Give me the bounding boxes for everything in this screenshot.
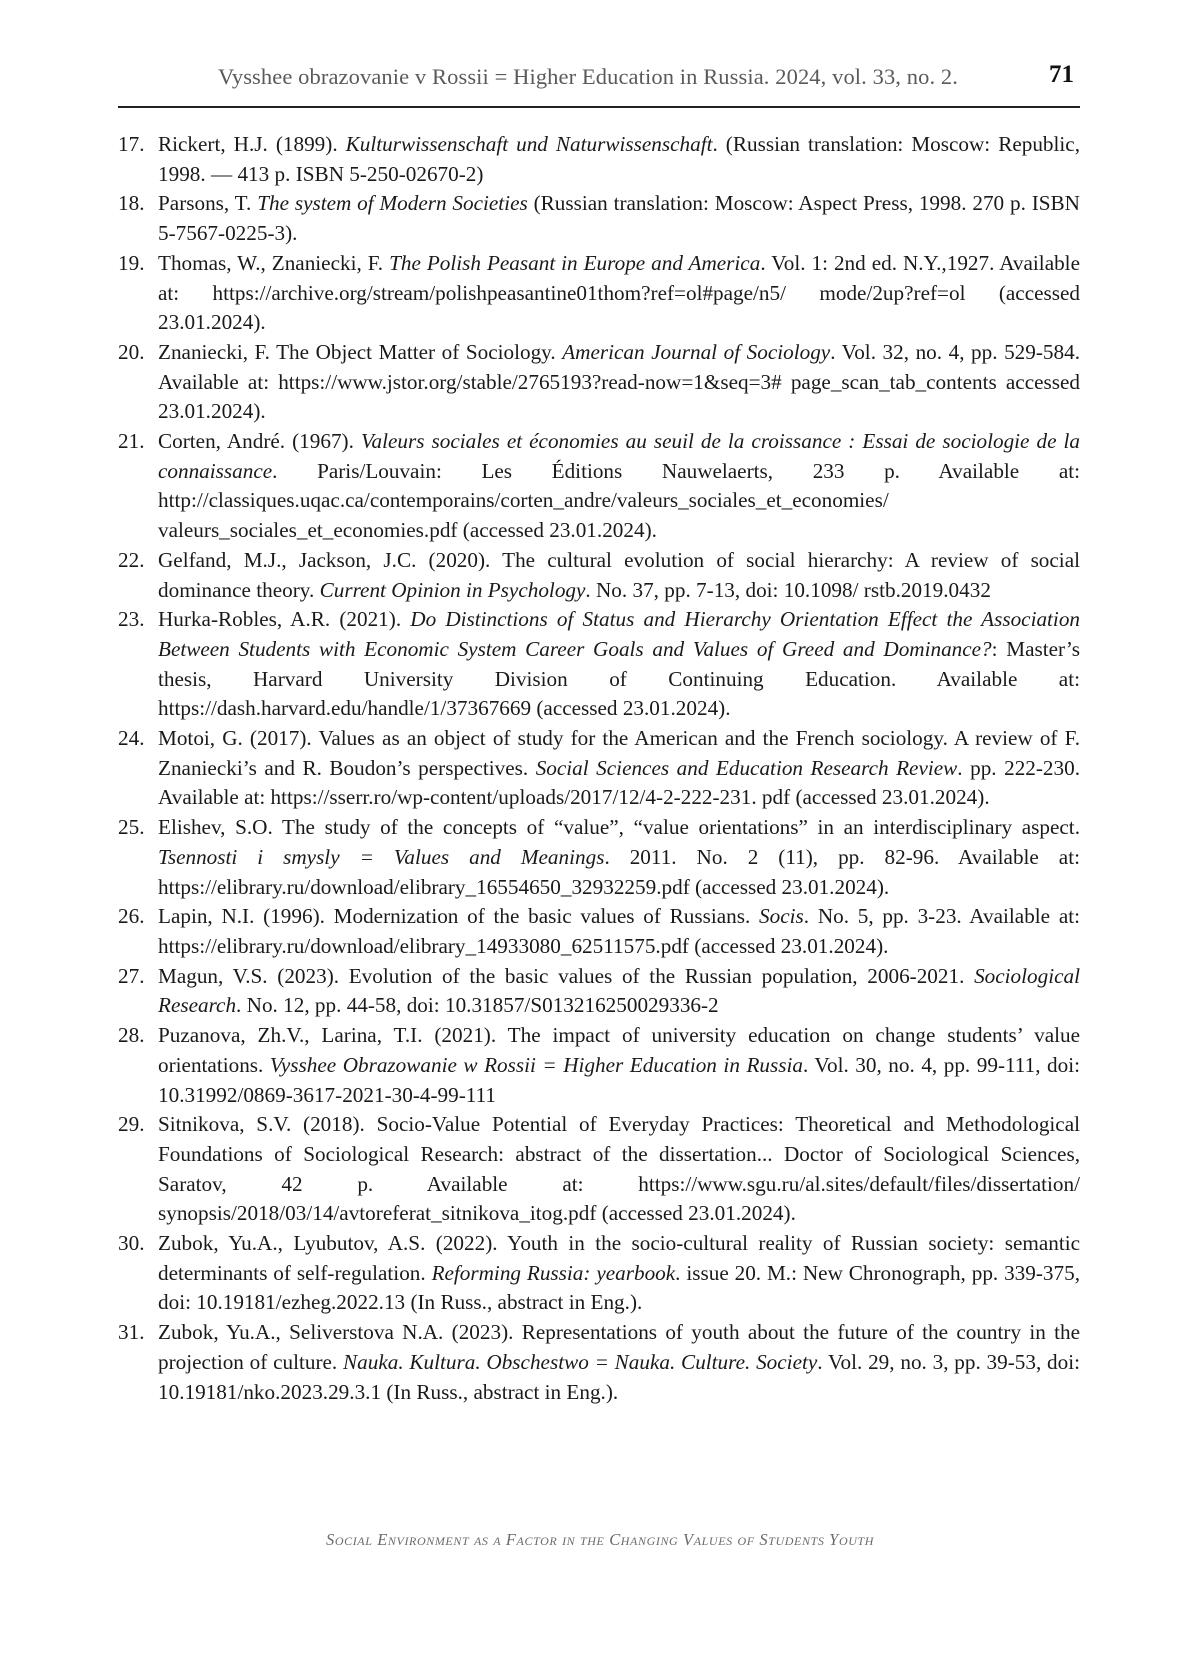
reference-item	[118, 546, 1080, 605]
reference-text-segment: (Russian translation: Moscow: Aspect Press, 1998. 270 p. ISBN 5-7567-0225-3).	[158, 191, 1080, 246]
reference-text-segment: Thomas, W., Znaniecki, F.	[158, 250, 390, 275]
reference-text-segment: . Vol. 32, no. 4, pp. 529-584. Available at: https://www.jstor.org/stable/2765193?read-now=1&seq=3# page_scan_tab_contents accessed 23.01.2024).	[158, 339, 1080, 424]
reference-item	[118, 902, 1080, 961]
reference-item	[118, 1318, 1080, 1407]
reference-text-segment: Zubok, Yu.A., Lyubutov, A.S. (2022). Youth in the socio-cultural reality of Russian society: semantic determinants of self-regulation.	[158, 1231, 1080, 1285]
reference-item	[118, 249, 1080, 338]
reference-text	[158, 964, 1080, 1018]
reference-source-title: Current Opinion in Psychology	[319, 577, 586, 602]
reference-number: 23.	[118, 607, 145, 632]
reference-source-title: Socis	[759, 904, 804, 929]
reference-item	[118, 1021, 1080, 1110]
reference-number: 28.	[118, 1023, 145, 1048]
journal-title: Vysshee obrazovanie v Rossii = Higher Education in Russia. 2024, vol. 33, no. 2.	[218, 64, 958, 89]
reference-text-segment: . Vol. 29, no. 3, pp. 39-53, doi: 10.19181/nko.2023.29.3.1 (In Russ., abstract in Eng.).	[158, 1349, 1081, 1404]
reference-source-title: Reforming Russia: yearbook	[431, 1260, 676, 1285]
reference-text	[158, 815, 1080, 898]
reference-text-segment: . Vol. 30, no. 4, pp. 99-111, doi: 10.31992/0869-3617-2021-30-4-99-111	[158, 1052, 1081, 1107]
reference-item	[118, 1110, 1080, 1229]
reference-text	[158, 429, 1080, 542]
reference-source-title: Vysshee Obrazowanie w Rossii = Higher Education in Russia	[269, 1052, 803, 1077]
reference-source-title: Social Sciences and Education Research Review	[535, 755, 958, 780]
reference-number: 26.	[118, 904, 145, 929]
reference-text-segment: . issue 20. M.: New Chronograph, pp. 339-375, doi: 10.19181/ezheg.2022.13 (In Russ., abstract in Eng.).	[158, 1260, 1080, 1315]
reference-source-title: Sociological Research	[158, 963, 1080, 1018]
reference-text-segment: Gelfand, M.J., Jackson, J.C. (2020). The cultural evolution of social hierarchy: A review of social dominance theory.	[158, 547, 1080, 602]
reference-item	[118, 338, 1080, 427]
reference-text-segment: Corten, André. (1967).	[158, 429, 361, 454]
reference-source-title: Do Distinctions of Status and Hierarchy Orientation Effect the Association Between Students with Economic System Career Goals and Values of Greed and Dominance?	[158, 607, 1081, 661]
reference-text-segment: : Master’s thesis, Harvard University Division of Continuing Education. Available at: https://dash.harvard.edu/handle/1/37367669 (accessed 23.01.2024).	[158, 636, 1080, 721]
page-number: 71	[1049, 61, 1074, 88]
page-header	[118, 58, 1080, 108]
running-footer-title: Social Environment as a Factor in the Changing Values of Students Youth	[325, 1530, 875, 1549]
reference-item	[118, 130, 1080, 189]
reference-item	[118, 962, 1080, 1021]
reference-number: 22.	[118, 547, 145, 572]
reference-text-segment: . 2011. No. 2 (11), pp. 82-96. Available at: https://elibrary.ru/download/elibrary_16554650_32932259.pdf (accessed 23.01.2024).	[158, 844, 1080, 899]
reference-text-segment: . No. 5, pp. 3-23. Available at: https://elibrary.ru/download/elibrary_14933080_62511575.pdf (accessed 23.01.2024).	[158, 904, 1080, 958]
reference-text-segment: Sitnikova, S.V. (2018). Socio-Value Potential of Everyday Practices: Theoretical and Methodological Foundations of Sociological Research: abstract of the dissertation... Doctor of Sociological Sciences, Saratov, 42 p. Available at: https://www.sgu.ru/al.sites/default/files/dissertation/ synopsis/2018/03/14/avtoreferat_sitnikova_itog.pdf (accessed 23.01.2024).	[158, 1112, 1080, 1226]
reference-text	[158, 726, 1080, 809]
reference-item	[118, 189, 1080, 248]
reference-text-segment: Puzanova, Zh.V., Larina, T.I. (2021). The impact of university education on change students’ value orientations.	[158, 1023, 1080, 1077]
reference-text-segment: Magun, V.S. (2023). Evolution of the basic values of the Russian population, 2006-2021.	[158, 963, 975, 988]
reference-text-segment: Znaniecki, F. The Object Matter of Sociology.	[158, 339, 563, 364]
reference-item	[118, 724, 1080, 813]
reference-number: 18.	[118, 191, 145, 216]
reference-number: 31.	[118, 1320, 145, 1345]
reference-item	[118, 1229, 1080, 1318]
reference-source-title: The Polish Peasant in Europe and America	[389, 250, 761, 275]
reference-text-segment: Hurka-Robles, A.R. (2021).	[158, 607, 411, 632]
reference-text-segment: Motoi, G. (2017). Values as an object of study for the American and the French sociology. A review of F. Znaniecki’s and R. Boudon’s perspectives.	[158, 726, 1080, 780]
reference-text-segment: Parsons, T.	[158, 191, 258, 216]
reference-text-segment: . Paris/Louvain: Les Éditions Nauwelaerts, 233 p. Available at: http://classiques.uqac.ca/contemporains/corten_andre/valeurs_sociales_et_economies/ valeurs_sociales_et_economies.pdf (accessed 23.01.2024).	[158, 458, 1080, 543]
reference-text	[158, 251, 1080, 334]
reference-number: 17.	[118, 132, 145, 156]
reference-number: 21.	[118, 429, 145, 454]
reference-number: 25.	[118, 815, 145, 840]
reference-item	[118, 813, 1080, 902]
reference-source-title: Tsennosti i smysly = Values and Meanings	[158, 844, 605, 869]
reference-item	[118, 427, 1080, 546]
reference-number: 27.	[118, 963, 145, 988]
reference-text-segment: Zubok, Yu.A., Seliverstova N.A. (2023). Representations of youth about the future of the country in the projection of culture.	[158, 1320, 1080, 1374]
reference-number: 29.	[118, 1112, 145, 1137]
reference-text-segment: . Vol. 1: 2nd ed. N.Y.,1927. Available at: https://archive.org/stream/polishpeasantine01thom?ref=ol#page/n5/ mode/2up?ref=ol (accessed 23.01.2024).	[158, 250, 1080, 335]
reference-text	[158, 132, 1080, 186]
reference-text-segment: . No. 12, pp. 44-58, doi: 10.31857/S013216250029336-2	[236, 993, 719, 1018]
reference-text	[158, 191, 1080, 245]
reference-text	[158, 1023, 1080, 1106]
reference-text	[158, 1231, 1080, 1314]
reference-source-title: Kulturwissenschaft und Naturwissenschaft	[345, 132, 713, 156]
reference-text-segment: . pp. 222-230. Available at: https://sserr.ro/wp-content/uploads/2017/12/4-2-222-231. pdf (accessed 23.01.2024).	[158, 755, 1081, 810]
reference-number: 30.	[118, 1231, 145, 1256]
reference-text	[158, 1320, 1080, 1403]
reference-text	[158, 904, 1080, 958]
reference-source-title: The system of Modern Societies	[257, 191, 528, 216]
reference-text	[158, 340, 1080, 423]
reference-number: 19.	[118, 250, 145, 275]
reference-text-segment: Lapin, N.I. (1996). Modernization of the basic values of Russians.	[158, 904, 760, 929]
reference-number: 20.	[118, 339, 145, 364]
reference-source-title: Valeurs sociales et économies au seuil de la croissance : Essai de sociologie de la connaissance	[158, 429, 1080, 483]
reference-text-segment: . No. 37, pp. 7-13, doi: 10.1098/ rstb.2019.0432	[585, 577, 991, 602]
reference-text	[158, 1112, 1080, 1225]
reference-text-segment: . (Russian translation: Moscow: Republic, 1998. — 413 p. ISBN 5-250-02670-2)	[158, 132, 1080, 186]
reference-text-segment: Elishev, S.O. The study of the concepts of “value”, “value orientations” in an interdisciplinary aspect.	[158, 815, 1080, 840]
reference-text-segment: Rickert, H.J. (1899).	[158, 132, 346, 156]
reference-list	[118, 130, 1080, 1407]
reference-text	[158, 548, 1080, 602]
reference-item	[118, 605, 1080, 724]
reference-source-title: American Journal of Sociology	[562, 339, 831, 364]
reference-text	[158, 607, 1080, 720]
reference-number: 24.	[118, 726, 145, 751]
reference-source-title: Nauka. Kultura. Obschestwo = Nauka. Culture. Society	[343, 1349, 818, 1374]
